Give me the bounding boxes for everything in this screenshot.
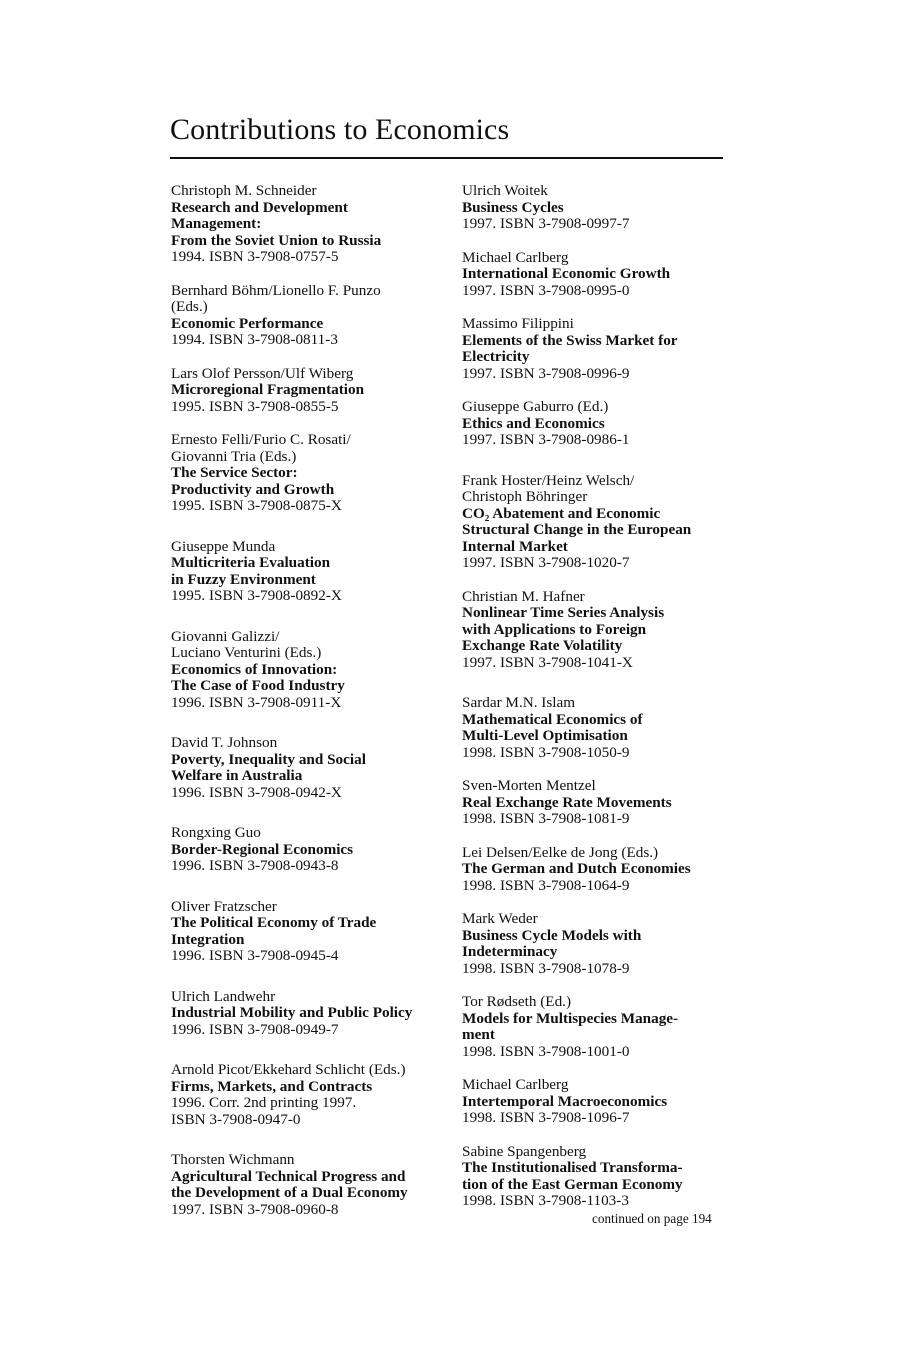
entry-publication: 1998. ISBN 3-7908-1103-3 xyxy=(462,1192,629,1209)
entry-title: The Service Sector: xyxy=(171,464,298,481)
page-title: Contributions to Economics xyxy=(170,113,510,146)
book-entry xyxy=(462,778,737,828)
book-entry xyxy=(462,399,737,449)
entry-author: Ulrich Landwehr xyxy=(171,987,276,1005)
entry-author: Christian M. Hafner xyxy=(462,587,585,605)
entry-author: Thorsten Wichmann xyxy=(171,1151,295,1168)
book-entry xyxy=(462,316,737,382)
entry-title: Management: xyxy=(171,215,262,232)
entry-title: Internal Market xyxy=(462,537,568,555)
right-column xyxy=(462,183,737,1210)
entry-publication: 1996. ISBN 3-7908-0949-7 xyxy=(171,1020,339,1038)
entry-publication: 1994. ISBN 3-7908-0757-5 xyxy=(171,248,339,265)
entry-title: Firms, Markets, and Contracts xyxy=(171,1077,373,1095)
entry-title: Research and Development xyxy=(171,198,348,216)
entry-title: Exchange Rate Volatility xyxy=(462,637,623,654)
entry-title: The German and Dutch Economies xyxy=(462,860,691,877)
book-entry xyxy=(462,911,737,977)
book-entry xyxy=(171,629,446,712)
entry-author: Lars Olof Persson/Ulf Wiberg xyxy=(171,364,354,382)
entry-publication: 1995. ISBN 3-7908-0875-X xyxy=(171,497,342,514)
book-entry xyxy=(462,183,737,233)
entry-publication: 1995. ISBN 3-7908-0855-5 xyxy=(171,397,339,415)
entry-title: the Development of a Dual Economy xyxy=(171,1184,408,1201)
book-entry xyxy=(171,899,446,965)
entry-title: Industrial Mobility and Public Policy xyxy=(171,1004,413,1021)
entry-title: Welfare in Australia xyxy=(171,767,303,784)
book-entry xyxy=(171,735,446,801)
entry-publication: 1998. ISBN 3-7908-1081-9 xyxy=(462,810,630,827)
entry-title: Real Exchange Rate Movements xyxy=(462,793,672,811)
entry-title: Microregional Fragmentation xyxy=(171,381,365,398)
entry-title: tion of the East German Economy xyxy=(462,1175,683,1193)
entry-author: Sven-Morten Mentzel xyxy=(462,777,596,794)
entry-publication: ISBN 3-7908-0947-0 xyxy=(171,1110,301,1128)
entry-publication: 1996. ISBN 3-7908-0942-X xyxy=(171,783,342,801)
book-entry xyxy=(171,183,446,266)
entry-title: From the Soviet Union to Russia xyxy=(171,231,382,249)
entry-publication: 1997. ISBN 3-7908-0995-0 xyxy=(462,281,630,299)
entry-title: The Case of Food Industry xyxy=(171,677,345,694)
entry-title: Business Cycles xyxy=(462,198,564,216)
entry-author: Giovanni Galizzi/ xyxy=(171,627,280,645)
entry-author: Christoph M. Schneider xyxy=(171,182,317,199)
entry-title: Electricity xyxy=(462,348,530,365)
entry-publication: 1997. ISBN 3-7908-1041-X xyxy=(462,653,633,671)
book-entry xyxy=(462,994,737,1060)
book-entry xyxy=(462,589,737,672)
book-entry xyxy=(171,1062,446,1128)
entry-publication: 1997. ISBN 3-7908-0986-1 xyxy=(462,431,630,448)
book-entry xyxy=(171,539,446,605)
entry-author: Lei Delsen/Eelke de Jong (Eds.) xyxy=(462,843,659,861)
entry-title: with Applications to Foreign xyxy=(462,620,647,638)
book-entry xyxy=(171,283,446,349)
entry-title: ment xyxy=(462,1026,495,1043)
entry-author: Michael Carlberg xyxy=(462,1076,569,1093)
entry-publication: 1996. Corr. 2nd printing 1997. xyxy=(171,1094,357,1111)
entry-author: Bernhard Böhm/Lionello F. Punzo xyxy=(171,281,381,299)
entry-author: Christoph Böhringer xyxy=(462,488,588,505)
entry-title: Elements of the Swiss Market for xyxy=(462,331,678,349)
entry-title: Multicriteria Evaluation xyxy=(171,554,331,571)
entry-publication: 1996. ISBN 3-7908-0945-4 xyxy=(171,947,339,964)
entry-publication: 1998. ISBN 3-7908-1096-7 xyxy=(462,1109,630,1126)
entry-title: Multi-Level Optimisation xyxy=(462,727,628,744)
entry-publication: 1997. ISBN 3-7908-0996-9 xyxy=(462,364,630,382)
entry-author: David T. Johnson xyxy=(171,734,278,751)
entry-author: Frank Hoster/Heinz Welsch/ xyxy=(462,471,635,489)
entry-author: Sabine Spangenberg xyxy=(462,1142,587,1160)
entry-title: Intertemporal Macroeconomics xyxy=(462,1092,668,1110)
book-entry xyxy=(462,845,737,895)
entry-author: Tor Rødseth (Ed.) xyxy=(462,993,572,1010)
book-entry xyxy=(462,250,737,300)
entry-author: Massimo Filippini xyxy=(462,315,574,332)
entry-author: Rongxing Guo xyxy=(171,824,261,841)
left-column xyxy=(171,183,446,1218)
book-entry xyxy=(462,1077,737,1127)
entry-title: Integration xyxy=(171,930,245,948)
title-rule xyxy=(170,157,723,159)
book-entry xyxy=(462,473,737,572)
entry-title: International Economic Growth xyxy=(462,265,671,282)
entry-title: Economics of Innovation: xyxy=(171,660,338,678)
entry-publication: 1998. ISBN 3-7908-1064-9 xyxy=(462,876,630,894)
entry-title: The Institutionalised Transforma- xyxy=(462,1159,683,1176)
entry-title: Productivity and Growth xyxy=(171,480,335,498)
entry-author: Oliver Fratzscher xyxy=(171,897,277,915)
entry-title: Economic Performance xyxy=(171,314,324,332)
entry-title: in Fuzzy Environment xyxy=(171,570,316,588)
entry-title: Nonlinear Time Series Analysis xyxy=(462,604,665,621)
entry-title: Poverty, Inequality and Social xyxy=(171,750,366,768)
entry-author: Ulrich Woitek xyxy=(462,182,548,199)
entry-publication: 1994. ISBN 3-7908-0811-3 xyxy=(171,331,338,348)
entry-author: (Eds.) xyxy=(171,298,208,315)
entry-publication: 1996. ISBN 3-7908-0911-X xyxy=(171,693,342,711)
entry-author: Michael Carlberg xyxy=(462,248,569,266)
entry-publication: 1997. ISBN 3-7908-0997-7 xyxy=(462,215,630,232)
entry-author: Giuseppe Gaburro (Ed.) xyxy=(462,398,609,415)
entry-title: Border-Regional Economics xyxy=(171,840,354,858)
entry-author: Sardar M.N. Islam xyxy=(462,694,576,711)
entry-author: Mark Weder xyxy=(462,910,538,927)
entry-author: Luciano Venturini (Eds.) xyxy=(171,644,322,661)
book-entry xyxy=(171,989,446,1039)
entry-title: Indeterminacy xyxy=(462,943,558,960)
entry-author: Giuseppe Munda xyxy=(171,537,276,555)
book-entry xyxy=(171,432,446,515)
continued-note: continued on page 194 xyxy=(592,1211,712,1226)
entry-author: Ernesto Felli/Furio C. Rosati/ xyxy=(171,431,351,448)
book-entry xyxy=(171,366,446,416)
entry-title: Ethics and Economics xyxy=(462,414,605,432)
book-entry xyxy=(171,1152,446,1218)
entry-title: Business Cycle Models with xyxy=(462,926,642,944)
entry-title: Agricultural Technical Progress and xyxy=(171,1167,406,1185)
entry-publication: 1996. ISBN 3-7908-0943-8 xyxy=(171,857,339,874)
book-entry xyxy=(171,825,446,875)
entry-title: The Political Economy of Trade xyxy=(171,914,377,931)
entry-author: Giovanni Tria (Eds.) xyxy=(171,447,297,465)
entry-publication: 1998. ISBN 3-7908-1050-9 xyxy=(462,743,630,761)
entry-publication: 1997. ISBN 3-7908-0960-8 xyxy=(171,1200,339,1218)
entry-publication: 1995. ISBN 3-7908-0892-X xyxy=(171,587,342,604)
entry-title: Structural Change in the European xyxy=(462,521,692,538)
entry-publication: 1998. ISBN 3-7908-1001-0 xyxy=(462,1042,630,1060)
book-entry xyxy=(462,1144,737,1210)
entry-publication: 1998. ISBN 3-7908-1078-9 xyxy=(462,959,630,977)
entry-publication: 1997. ISBN 3-7908-1020-7 xyxy=(462,554,630,571)
book-entry xyxy=(462,695,737,761)
entry-title: Models for Multispecies Manage- xyxy=(462,1009,679,1027)
entry-title: Mathematical Economics of xyxy=(462,710,643,728)
entry-title: CO₂ Abatement and Economic xyxy=(462,504,661,522)
entry-author: Arnold Picot/Ekkehard Schlicht (Eds.) xyxy=(171,1061,406,1078)
